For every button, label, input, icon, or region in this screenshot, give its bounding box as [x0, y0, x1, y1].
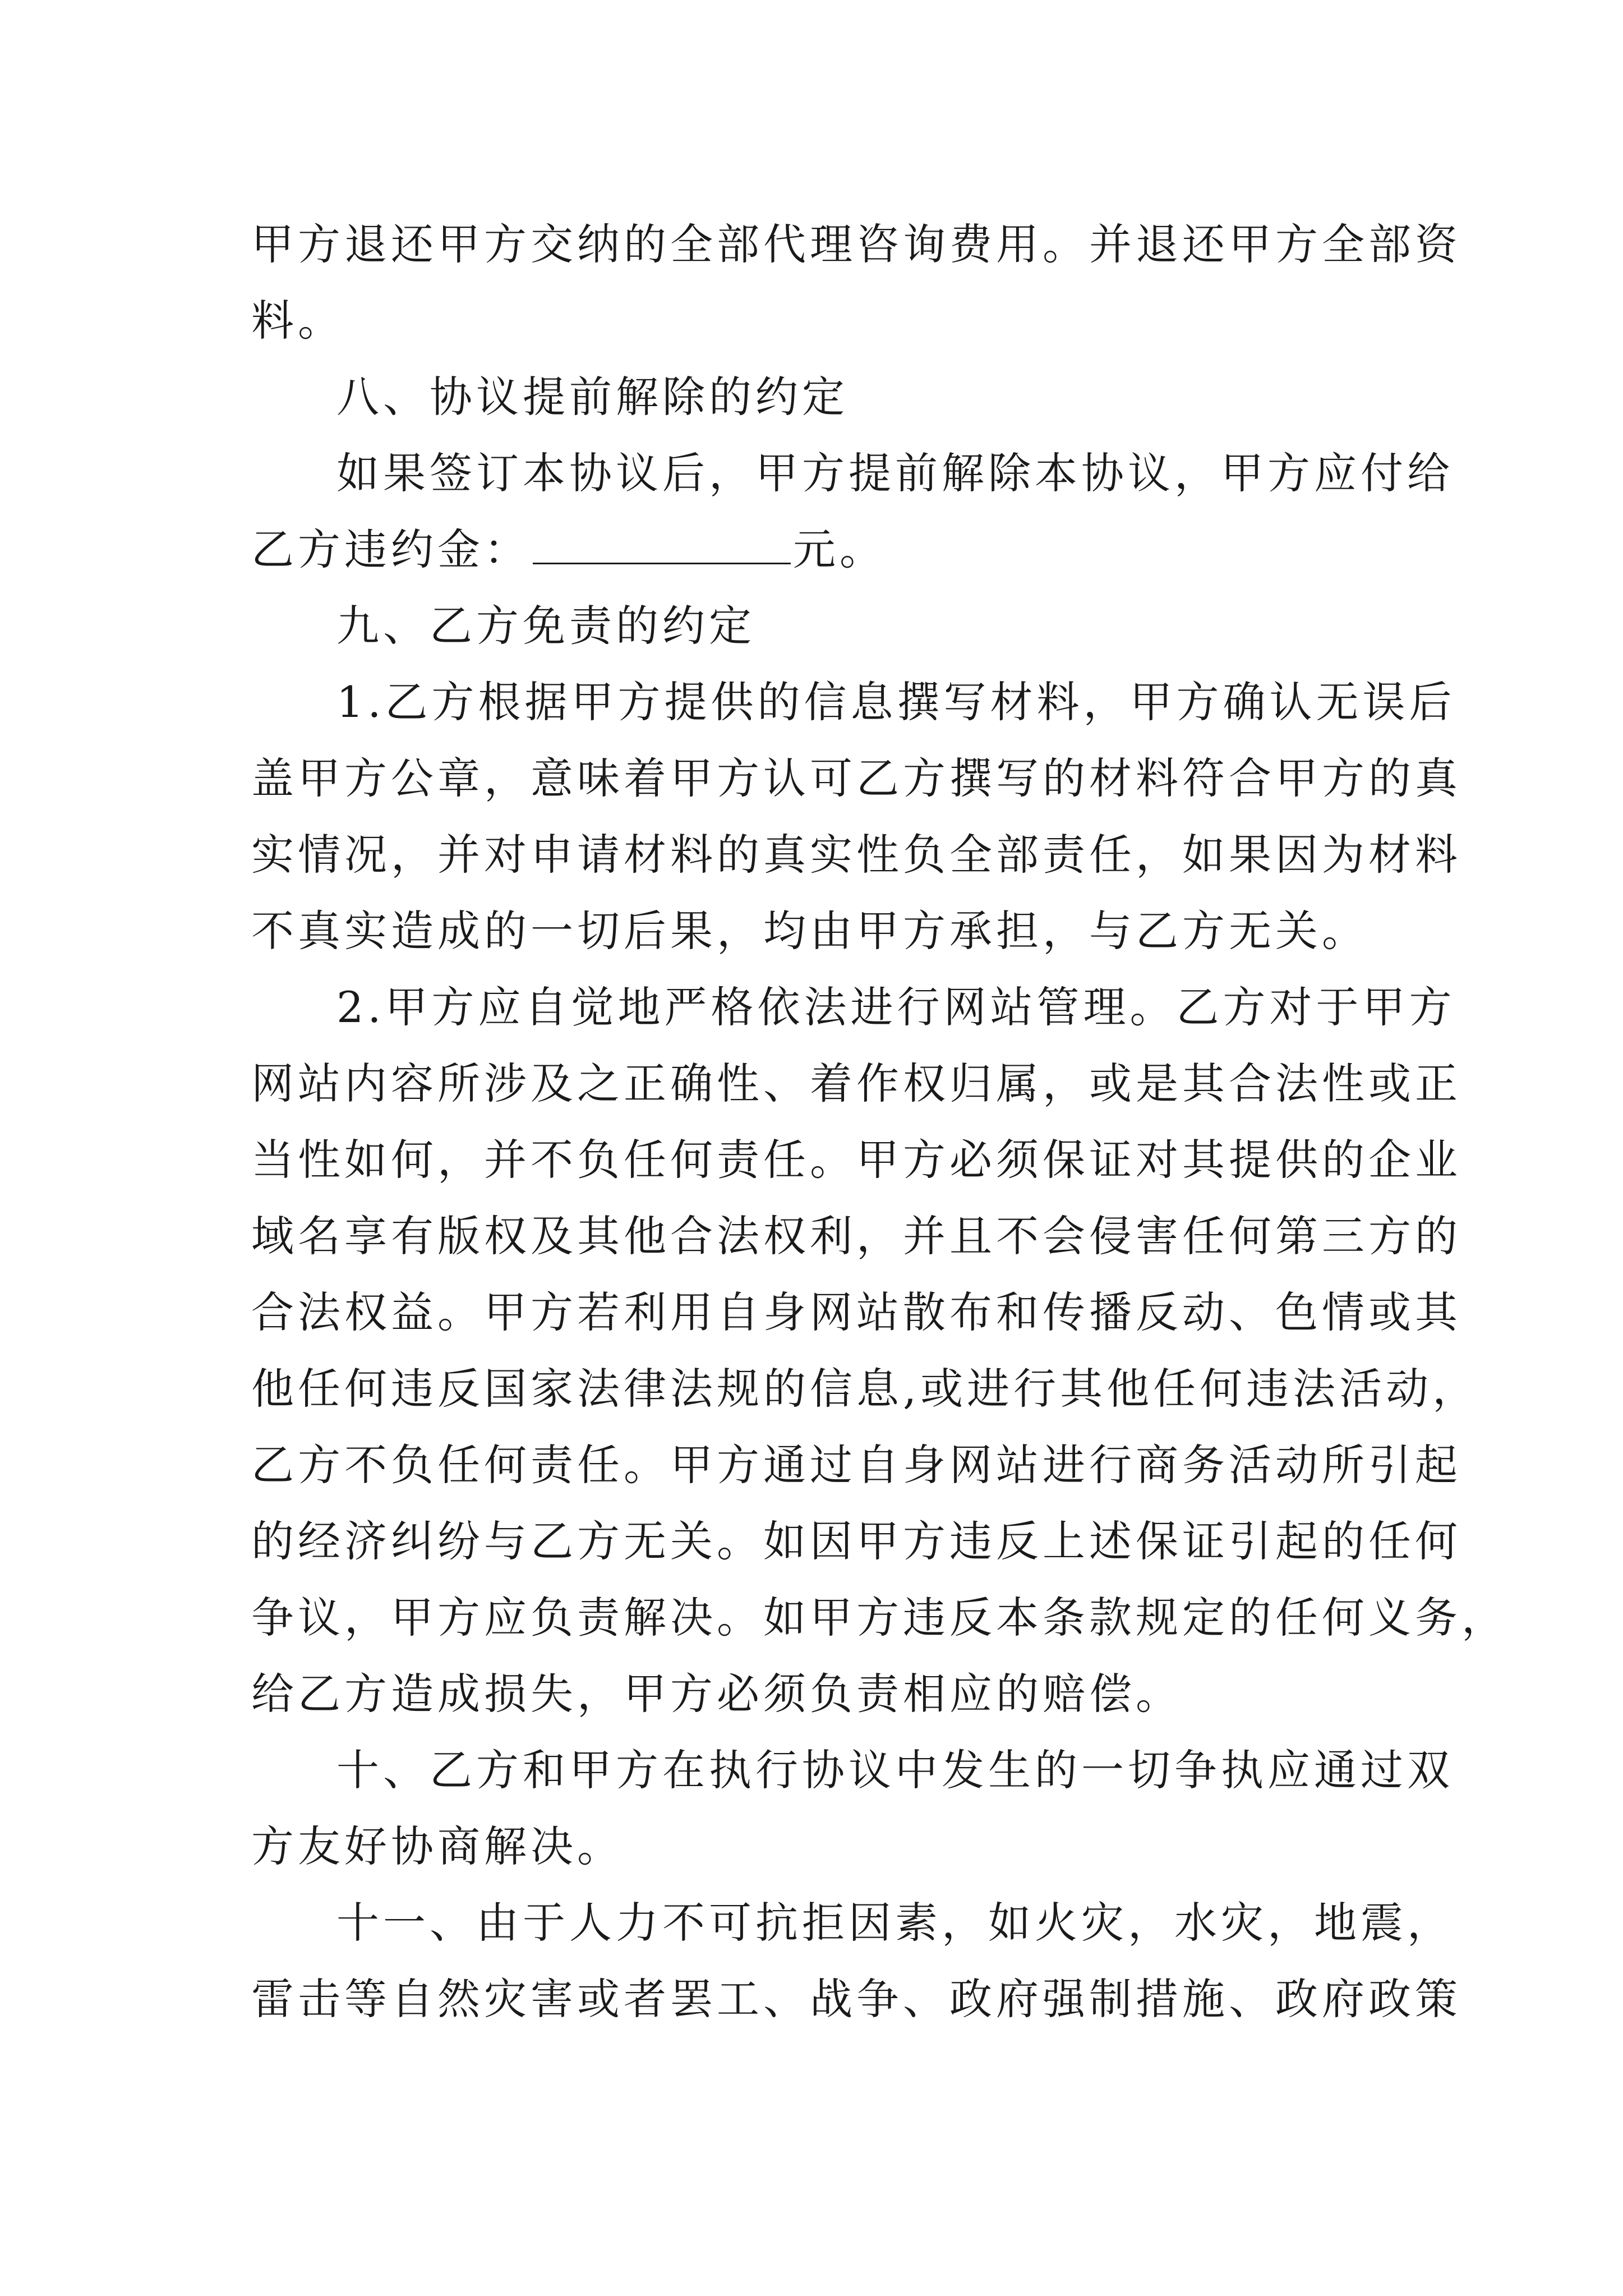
section-heading-10: 十、乙方和甲方在执行协议中发生的一切争执应通过双 [336, 1745, 1454, 1795]
text-line: 2.甲方应自觉地严格依法进行网站管理。乙方对于甲方 [336, 982, 1456, 1032]
text-line: 料。 [251, 296, 344, 346]
text-line: 争议，甲方应负责解决。如甲方违反本条款规定的任何义务， [251, 1593, 1508, 1642]
penalty-line [251, 512, 1378, 588]
section-heading-8: 八、协议提前解除的约定 [336, 372, 849, 422]
text-line: 甲方退还甲方交纳的全部代理咨询费用。并退还甲方全部资 [251, 219, 1461, 269]
section-heading-11: 十一、由于人力不可抗拒因素，如火灾，水灾，地震， [336, 1898, 1454, 1948]
penalty-amount-blank[interactable] [533, 560, 791, 564]
text-line: 方友好协商解决。 [251, 1821, 624, 1871]
text-line: 雷击等自然灾害或者罢工、战争、政府强制措施、政府政策 [251, 1974, 1461, 2024]
text-line: 乙方不负任何责任。甲方通过自身网站进行商务活动所引起 [251, 1440, 1461, 1490]
text-line: 网站内容所涉及之正确性、着作权归属，或是其合法性或正 [251, 1059, 1461, 1108]
text-line: 合法权益。甲方若利用自身网站散布和传播反动、色情或其 [251, 1287, 1461, 1337]
text-line: 的经济纠纷与乙方无关。如因甲方违反上述保证引起的任何 [251, 1516, 1461, 1566]
text-line: 域名享有版权及其他合法权利，并且不会侵害任何第三方的 [251, 1211, 1461, 1261]
text-line: 1.乙方根据甲方提供的信息撰写材料，甲方确认无误后 [336, 677, 1456, 727]
currency-unit: 元。 [793, 524, 886, 574]
text-line: 他任何违反国家法律法规的信息,或进行其他任何违法活动， [251, 1364, 1479, 1414]
text-line: 实情况，并对申请材料的真实性负全部责任，如果因为材料 [251, 830, 1461, 880]
section-heading-9: 九、乙方免责的约定 [336, 601, 755, 651]
text-line: 不真实造成的一切后果，均由甲方承担，与乙方无关。 [251, 906, 1368, 956]
penalty-label: 乙方违约金： [251, 524, 531, 574]
text-line: 盖甲方公章，意味着甲方认可乙方撰写的材料符合甲方的真 [251, 753, 1461, 803]
text-line: 当性如何，并不负任何责任。甲方必须保证对其提供的企业 [251, 1135, 1461, 1185]
text-line: 如果签订本协议后，甲方提前解除本协议，甲方应付给 [336, 448, 1454, 498]
text-line: 给乙方造成损失，甲方必须负责相应的赔偿。 [251, 1669, 1182, 1719]
